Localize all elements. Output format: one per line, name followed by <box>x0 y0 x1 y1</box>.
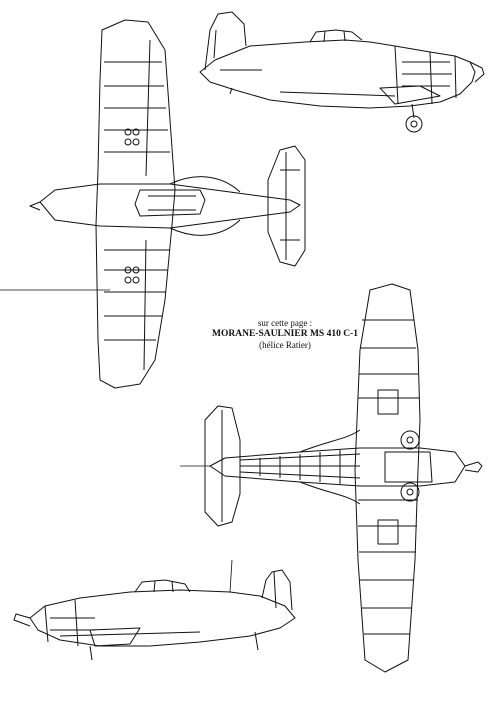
caption-intro: sur cette page : <box>257 318 313 328</box>
side-profile-bottom <box>14 560 295 660</box>
caption-aircraft-name: MORANE-SAULNIER MS 410 C-1 <box>212 329 358 339</box>
caption-propeller-note: (hélice Ratier) <box>259 340 311 350</box>
drawing-caption <box>205 318 365 351</box>
side-profile-top <box>200 12 484 132</box>
